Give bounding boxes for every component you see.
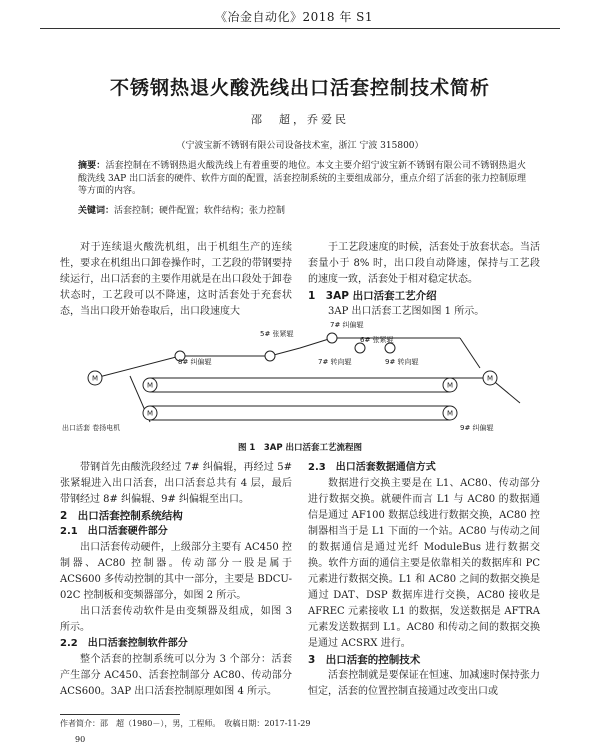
abstract-label: 摘要： <box>78 161 106 171</box>
paper-title: 不锈钢热退火酸洗线出口活套控制技术简析 <box>109 77 490 99</box>
running-header <box>0 0 600 33</box>
exit-link <box>460 338 480 368</box>
right-column-top <box>308 240 540 320</box>
label-7-turn: 7# 转向辊 <box>318 358 352 366</box>
label-6-tension: 6# 张紧辊 <box>360 336 394 344</box>
label-5-tension: 5# 张紧辊 <box>260 330 294 338</box>
control-software-paragraph: 整个活套的控制系统可以分为 3 个部分：活套产生部分 AC450、活套控制部分 AC80、传动部分 ACS600。3AP 出口活套控制原理如图 4 所示。 <box>60 654 292 697</box>
strip-path-top <box>95 338 332 378</box>
label-9-turn: 9# 转向辊 <box>385 358 419 366</box>
keywords-text: 活套控制；硬件配置；软件结构；张力控制 <box>114 206 286 216</box>
section-3-heading: 3 出口活套的控制技术 <box>308 654 421 666</box>
left-column-top <box>60 240 292 320</box>
header-rule <box>40 28 560 29</box>
section-1-heading: 1 3AP 出口活套工艺介绍 <box>308 290 437 302</box>
section-1-text: 3AP 出口活套工艺图如图 1 所示。 <box>328 306 485 317</box>
motor-label-6: M <box>486 374 494 383</box>
motor-label-2: M <box>146 381 154 390</box>
subsection-2-2-heading: 2.2 出口活套控制软件部分 <box>60 638 188 649</box>
roll-6-tension <box>355 343 365 353</box>
label-9-deflector: 9# 纠偏辊 <box>460 424 494 432</box>
label-motor: 出口活套 卷扬电机 <box>62 424 121 432</box>
motor-label-3: M <box>146 409 154 418</box>
hardware-paragraph: 出口活套传动硬件，上级部分主要有 AC450 控制器、AC80 控制器。传动部分一股是属于 ACS600 多传动控制的其中一部分，主要是 BDCU-02C 控制板和变频器部分，如图 2 所示。 <box>60 542 292 601</box>
abstract-text: 活套控制在不锈钢热退火酸洗线上有着重要的地位。本文主要介绍宁波宝新不锈钢有限公司不锈钢热退火酸洗线 3AP 出口活套的硬件、软件方面的配置，活套控制系统的主要组成部分，重点介绍了活套的张力控制原理等方面的内容。 <box>78 161 526 196</box>
journal-title: 《冶金自动化》2018 年 S1 <box>215 10 374 24</box>
roll-7-turn <box>327 333 337 343</box>
left-column-bottom <box>60 460 292 700</box>
subsection-2-3-heading: 2.3 出口活套数据通信方式 <box>308 462 436 473</box>
section-2-heading: 2 出口活套控制系统结构 <box>60 510 183 522</box>
footnote-rule <box>60 714 180 715</box>
keywords <box>78 203 526 216</box>
affiliation: （宁波宝新不锈钢有限公司设备技术室，浙江 宁波 315800） <box>176 141 424 151</box>
right-column-bottom <box>308 460 540 700</box>
intro-continued: 于工艺段速度的时候，活套处于放套状态。当活套量小于 8% 时，出口段自动降速，保持与工艺段的速度一致，活套处于相对稳定状态。 <box>308 242 540 285</box>
motor-label-5: M <box>446 409 454 418</box>
flow-paragraph: 带钢首先由酸洗段经过 7# 纠偏辊，再经过 5# 张紧辊进入出口活套，出口活套总共有 4 层，最后带钢经过 8# 纠偏辊、9# 纠偏辊至出口。 <box>60 462 292 505</box>
label-7-deflector: 7# 纠偏辊 <box>330 321 364 329</box>
figure-caption: 图 1 3AP 出口活套工艺流程图 <box>237 443 363 453</box>
page-number: 90 <box>75 735 86 744</box>
software-paragraph: 出口活套传动软件是由变频器及组成，如图 3 所示。 <box>60 606 292 633</box>
intro-paragraph: 对于连续退火酸洗机组，出于机组生产的连续性，要求在机组出口卸卷操作时，工艺段的带钢要持续运行，出口活套的主要作用就是在出口段处于卸卷状态时，工艺段可以不降速，这时活套处于充套状态，当出口段开始卷取后，出口段速度大 <box>60 242 292 317</box>
authors: 邵 超，乔爱民 <box>251 113 349 126</box>
process-flow-figure <box>60 318 550 438</box>
author-footnote: 作者简介：邵 超（1980－），男，工程师。 收稿日期：2017-11-29 <box>60 719 311 728</box>
subsection-2-1-heading: 2.1 出口活套硬件部分 <box>60 526 168 537</box>
keywords-label: 关键词： <box>78 206 115 216</box>
abstract <box>78 160 526 198</box>
communication-paragraph: 数据进行交换主要是在 L1、AC80、传动部分进行数据交换。就硬件而言 L1 与 AC80 的数据通信是通过 AF100 数据总线进行数据交换，AC80 控制器相当于是 L1 下面的一个站。AC80 与传动之间的数据通信是通过光纤 ModuleBus 进行数据交换。软件方面的通信主要是依靠相关的数据库和 PC 元素进行数据交换。L1 和 AC80 之间的数据交换是通过 DAT、DSP 数据库进行交换，AC80 接收是 AFREC 元素接收 L1 的数据，发送数据是 AFTRA 元素发送数据到 L1。AC80 和传动之间的数据交换是通过 ACSRX 进行。 <box>308 478 540 649</box>
roll-9-turn <box>385 343 395 353</box>
label-8-deflector: 8# 纠偏辊 <box>178 358 212 366</box>
motor-label-4: M <box>446 381 454 390</box>
roll-5-tension <box>265 351 275 361</box>
motor-label-1: M <box>91 374 99 383</box>
control-technique-paragraph: 活套控制就是要保证在恒速、加减速时保持张力恒定，活套的位置控制直接通过改变出口或 <box>308 670 540 697</box>
